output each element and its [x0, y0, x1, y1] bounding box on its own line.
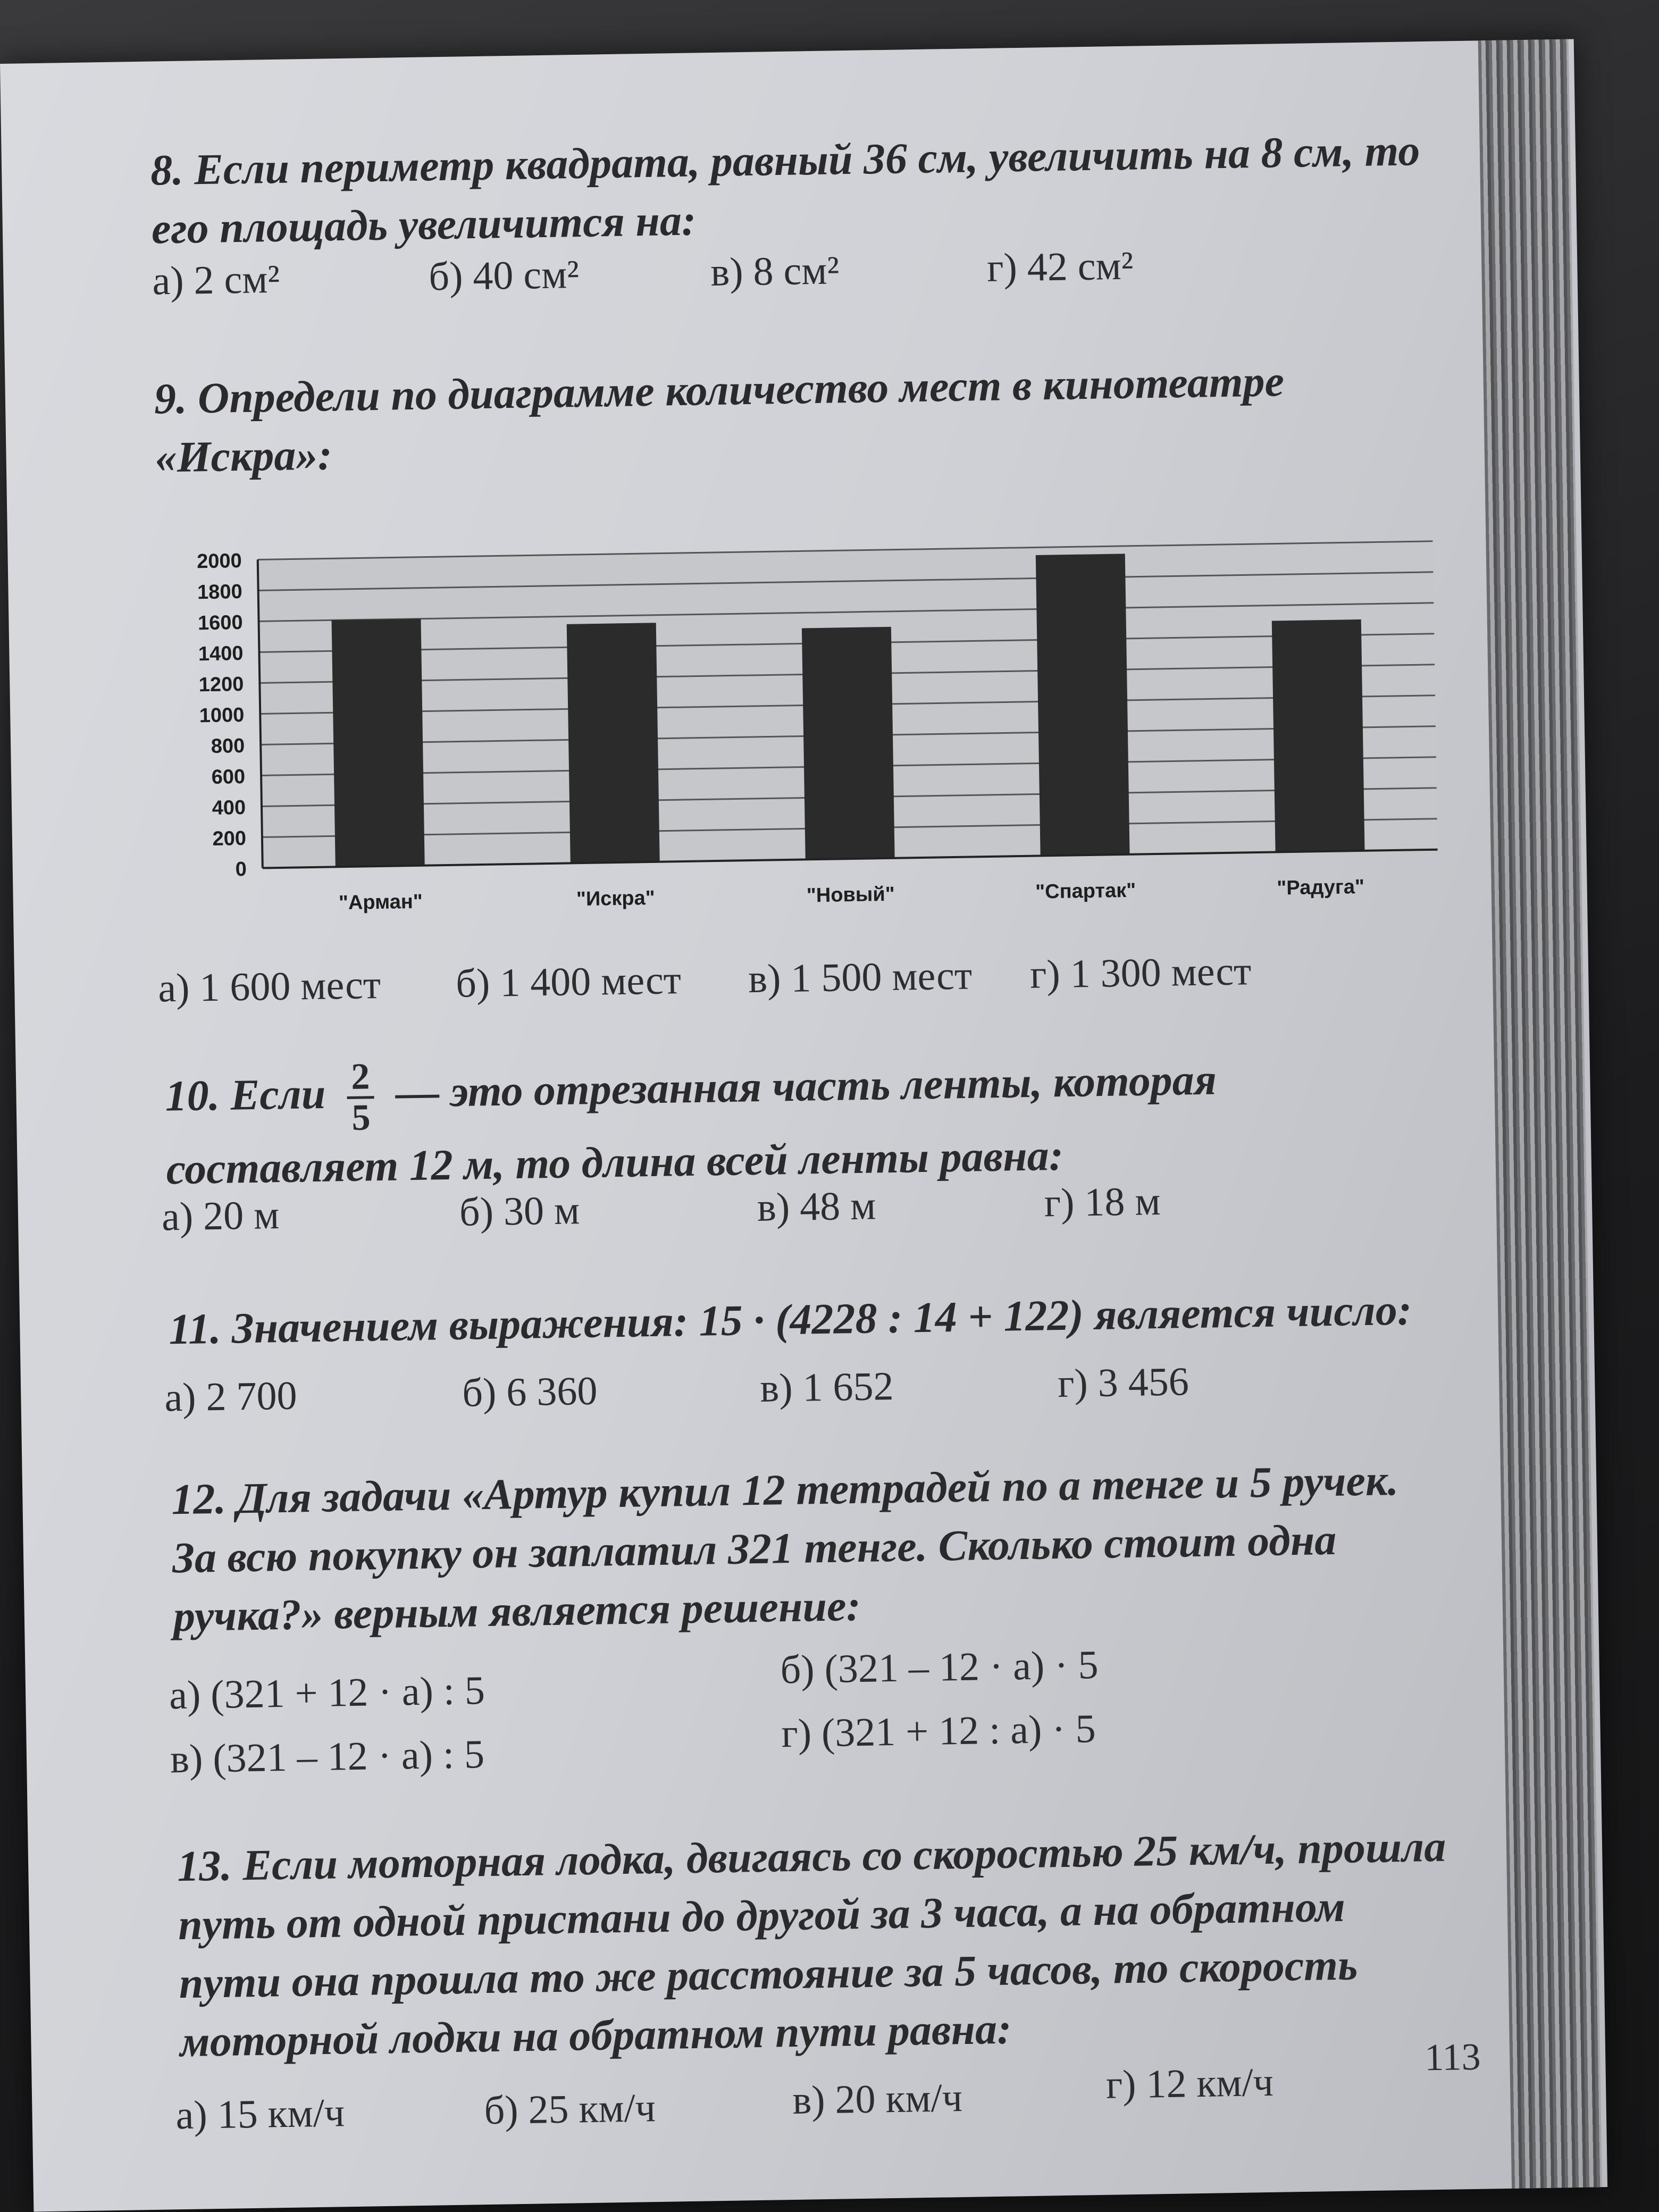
- question-8: 8. Если периметр квадрата, равный 36 см, увеличить на 8 см, то его площадь увеличится на:: [150, 126, 1420, 253]
- y-tick-label: 1000: [199, 703, 245, 727]
- bar: [1272, 619, 1365, 852]
- fraction-two-fifths: [347, 1058, 375, 1137]
- x-tick-label: "Спартак": [1035, 879, 1136, 903]
- q11-option-b: б) 6 360: [462, 1368, 598, 1415]
- q12-option-b: б) (321 – 12 · a) · 5: [780, 1642, 1099, 1692]
- q11-option-a: а) 2 700: [164, 1373, 298, 1420]
- y-tick-label: 1800: [197, 580, 242, 604]
- q13-option-a: а) 15 км/ч: [175, 2090, 345, 2138]
- y-tick-label: 1200: [198, 673, 244, 697]
- q8-option-v: в) 8 см²: [710, 248, 840, 295]
- x-tick-label: "Новый": [806, 883, 895, 907]
- question-13: 13. Если моторная лодка, двигаясь со скоростью 25 км/ч, прошла путь от одной пристани до другой за 3 часа, а на обратном пути она прошла то же расстояние за 5 часов, то скорость моторной лодки на обратном пути равна:: [177, 1822, 1446, 2066]
- bar: [802, 627, 895, 860]
- y-tick-label: 800: [211, 734, 245, 758]
- question-10: [164, 1041, 1443, 1199]
- y-tick-label: 1600: [197, 611, 243, 635]
- question-12: 12. Для задачи «Артур купил 12 тетрадей по a тенге и 5 ручек. За всю покупку он заплатил 321 тенге. Сколько стоит одна ручка?» верным является решение:: [171, 1456, 1399, 1641]
- q8-option-a: а) 2 см²: [152, 256, 280, 304]
- fraction-denominator: 5: [351, 1097, 371, 1138]
- bar: [567, 623, 660, 863]
- x-tick-label: "Арман": [338, 890, 423, 915]
- q12-option-g: г) (321 + 12 : a) · 5: [781, 1706, 1096, 1756]
- q8-option-g: г) 42 см²: [986, 243, 1134, 290]
- cinema-seats-bar-chart: [156, 520, 1449, 923]
- q9-option-a: а) 1 600 мест: [157, 962, 381, 1011]
- x-tick-label: "Радуга": [1276, 875, 1365, 900]
- q11-option-v: в) 1 652: [759, 1363, 894, 1411]
- q12-option-v: в) (321 – 12 · a) : 5: [170, 1732, 485, 1782]
- page-number: 113: [1424, 2035, 1481, 2079]
- q10-prefix: 10. Если: [164, 1069, 326, 1120]
- q10-option-v: в) 48 м: [757, 1183, 876, 1230]
- q13-option-v: в) 20 км/ч: [792, 2075, 963, 2123]
- q10-suffix: — это отрезанная часть ленты, которая составляет 12 м, то длина всей ленты равна:: [165, 1055, 1217, 1194]
- fraction-numerator: 2: [347, 1058, 374, 1099]
- q10-option-b: б) 30 м: [459, 1188, 580, 1235]
- x-tick-label: "Искра": [576, 886, 656, 911]
- q12-option-a: а) (321 + 12 · a) : 5: [169, 1668, 485, 1718]
- page-binding-edge: [1478, 39, 1602, 2189]
- q8-option-b: б) 40 см²: [428, 252, 580, 299]
- q9-option-b: б) 1 400 мест: [455, 958, 682, 1006]
- textbook-page: [0, 39, 1607, 2212]
- q9-option-v: в) 1 500 мест: [748, 953, 973, 1002]
- y-axis-ticks: [197, 550, 247, 881]
- q10-option-g: г) 18 м: [1044, 1178, 1161, 1226]
- q11-option-g: г) 3 456: [1057, 1359, 1189, 1406]
- y-tick-label: 2000: [196, 549, 242, 573]
- y-tick-label: 200: [212, 827, 247, 850]
- y-tick-label: 600: [211, 765, 246, 789]
- bar: [1036, 554, 1130, 856]
- question-11: 11. Значением выражения: 15 · (4228 : 14 + 122) является число:: [168, 1285, 1412, 1354]
- x-axis-labels: [339, 876, 1365, 914]
- q10-option-a: а) 20 м: [161, 1193, 280, 1239]
- question-9: 9. Определи по диаграмме количество мест в кинотеатре «Искра»:: [154, 357, 1285, 482]
- q9-option-g: г) 1 300 мест: [1029, 949, 1252, 997]
- q13-option-g: г) 12 км/ч: [1105, 2059, 1274, 2107]
- q13-option-b: б) 25 км/ч: [483, 2085, 656, 2133]
- y-tick-label: 0: [235, 858, 247, 881]
- y-tick-label: 1400: [198, 642, 244, 666]
- bar: [332, 619, 425, 867]
- y-tick-label: 400: [212, 796, 246, 819]
